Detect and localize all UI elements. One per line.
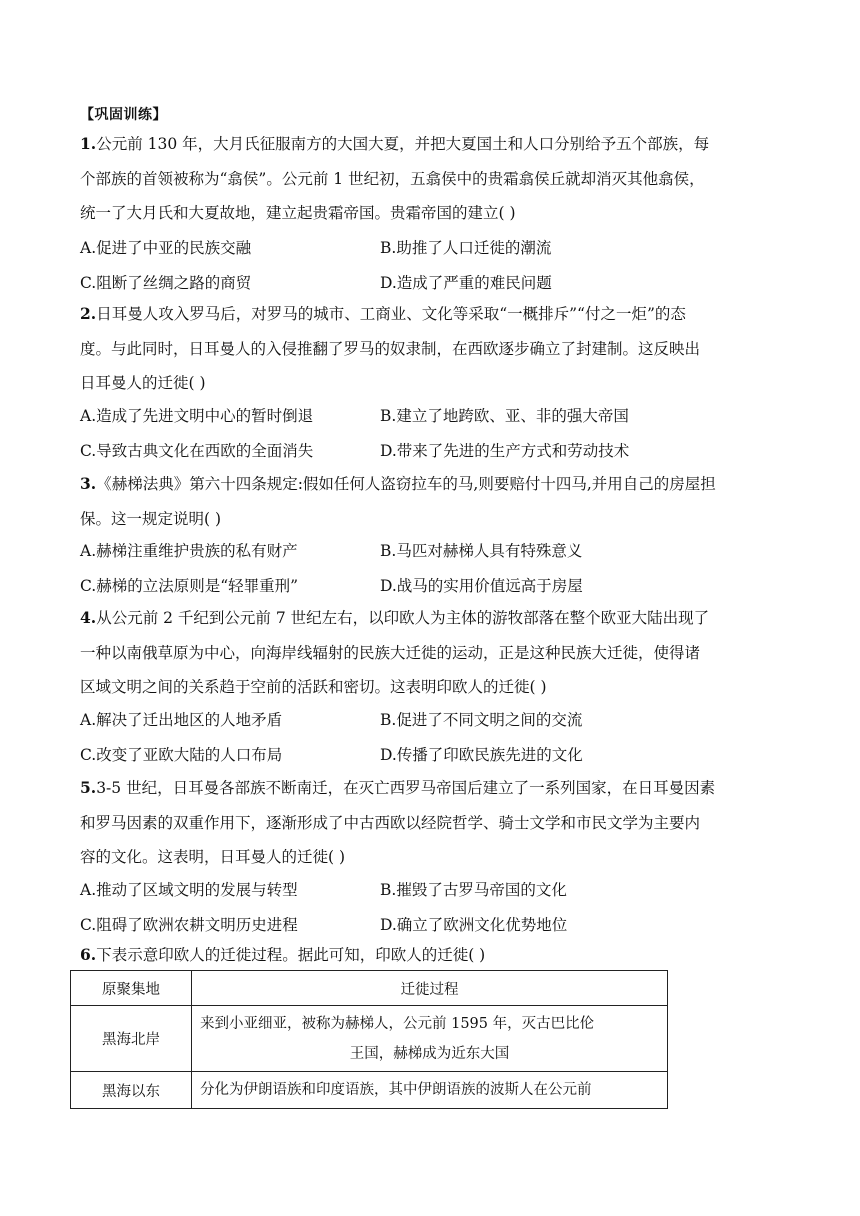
question-line: 3.《赫梯法典》第六十四条规定:假如任何人盗窃拉车的马,则要赔付十四马,并用自己的房屋担 (80, 474, 716, 493)
option-row (80, 231, 785, 266)
process-line: 来到小亚细亚，被称为赫梯人，公元前 1595 年，灭古巴比伦 (200, 1015, 595, 1032)
question-1-options (80, 231, 785, 300)
option-a: A.解决了迁出地区的人地矛盾 (80, 711, 283, 729)
question-2-options (80, 399, 785, 468)
table-cell-process (192, 1006, 668, 1072)
section-title: 【巩固训练】 (80, 107, 167, 123)
question-number: 3. (80, 474, 97, 493)
question-4 (80, 601, 785, 705)
question-6 (80, 938, 785, 973)
table-cell-process (192, 1072, 668, 1109)
table-cell-place: 黑海以东 (71, 1072, 192, 1109)
question-line: 2.日耳曼人攻入罗马后，对罗马的城市、工商业、文化等采取“一概排斥”“付之一炬”的态 (80, 304, 686, 323)
question-line: 容的文化。这表明，日耳曼人的迁徙( ) (80, 848, 346, 866)
option-c: C.阻断了丝绸之路的商贸 (80, 273, 252, 292)
table-header-row (71, 971, 668, 1006)
question-number: 2. (80, 304, 97, 323)
option-d: D.战马的实用价值远高于房屋 (380, 576, 583, 595)
question-number: 4. (80, 608, 97, 627)
question-number: 6. (80, 945, 97, 964)
option-row (80, 873, 785, 908)
option-row (80, 703, 785, 738)
option-a: A.推动了区域文明的发展与转型 (80, 881, 298, 899)
option-d: D.传播了印欧民族先进的文化 (380, 745, 583, 764)
question-line: 6.下表示意印欧人的迁徙过程。据此可知，印欧人的迁徙( ) (80, 945, 486, 964)
process-line: 分化为伊朗语族和印度语族，其中伊朗语族的波斯人在公元前 (200, 1082, 592, 1098)
question-3-options (80, 534, 785, 603)
option-c: C.阻碍了欧洲农耕文明历史进程 (80, 915, 298, 934)
question-3 (80, 467, 785, 536)
option-d: D.造成了严重的难民问题 (380, 273, 552, 292)
question-line: 1.公元前 130 年，大月氏征服南方的大国大夏，并把大夏国土和人口分别给予五个部族，每 (80, 134, 710, 153)
question-1 (80, 127, 785, 231)
question-line: 区域文明之间的关系趋于空前的活跃和密切。这表明印欧人的迁徙( ) (80, 678, 547, 696)
question-number: 5. (80, 778, 97, 797)
question-line: 4.从公元前 2 千纪到公元前 7 世纪左右，以印欧人为主体的游牧部落在整个欧亚大陆出现了 (80, 608, 710, 627)
table-row (71, 1006, 668, 1072)
option-a: A.造成了先进文明中心的暂时倒退 (80, 407, 314, 425)
question-line: 5.3-5 世纪，日耳曼各部族不断南迁，在灭亡西罗马帝国后建立了一系列国家，在日耳曼因素 (80, 778, 716, 797)
question-line: 度。与此同时，日耳曼人的入侵推翻了罗马的奴隶制，在西欧逐步确立了封建制。这反映出 (80, 339, 701, 358)
option-b: B.马匹对赫梯人具有特殊意义 (380, 542, 583, 560)
migration-table (70, 970, 668, 1109)
option-b: B.建立了地跨欧、亚、非的强大帝国 (380, 407, 629, 425)
question-number: 1. (80, 134, 97, 153)
option-c: C.赫梯的立法原则是“轻罪重刑” (80, 576, 299, 595)
option-row (80, 534, 785, 569)
option-row (80, 266, 785, 301)
option-row (80, 569, 785, 604)
table-row (71, 1072, 668, 1109)
question-2 (80, 297, 785, 401)
question-5 (80, 771, 785, 875)
option-d: D.带来了先进的生产方式和劳动技术 (380, 441, 630, 460)
option-c: C.导致古典文化在西欧的全面消失 (80, 441, 314, 460)
option-b: B.促进了不同文明之间的交流 (380, 711, 583, 729)
question-line: 一种以南俄草原为中心，向海岸线辐射的民族大迁徙的运动，正是这种民族大迁徙，使得诸 (80, 643, 701, 662)
table-cell-place: 黑海北岸 (71, 1006, 192, 1072)
option-a: A.赫梯注重维护贵族的私有财产 (80, 542, 298, 560)
option-row (80, 738, 785, 773)
question-line: 统一了大月氏和大夏故地，建立起贵霜帝国。贵霜帝国的建立( ) (80, 204, 516, 222)
option-row (80, 399, 785, 434)
process-line: 王国，赫梯成为近东大国 (349, 1045, 510, 1062)
question-line: 个部族的首领被称为“翕侯”。公元前 1 世纪初，五翕侯中的贵霜翕侯丘就却消灭其他翕侯， (80, 169, 705, 188)
option-row (80, 908, 785, 943)
option-b: B.助推了人口迁徙的潮流 (380, 239, 552, 257)
option-row (80, 434, 785, 469)
option-a: A.促进了中亚的民族交融 (80, 239, 252, 257)
question-line: 日耳曼人的迁徙( ) (80, 374, 206, 392)
question-line: 和罗马因素的双重作用下，逐渐形成了中古西欧以经院哲学、骑士文学和市民文学为主要内 (80, 813, 701, 832)
table-header-place: 原聚集地 (71, 971, 192, 1006)
option-d: D.确立了欧洲文化优势地位 (380, 915, 568, 934)
question-line: 保。这一规定说明( ) (80, 509, 222, 528)
question-5-options (80, 873, 785, 942)
question-4-options (80, 703, 785, 772)
option-b: B.摧毁了古罗马帝国的文化 (380, 881, 567, 899)
table-header-process: 迁徙过程 (192, 971, 668, 1006)
option-c: C.改变了亚欧大陆的人口布局 (80, 745, 283, 764)
